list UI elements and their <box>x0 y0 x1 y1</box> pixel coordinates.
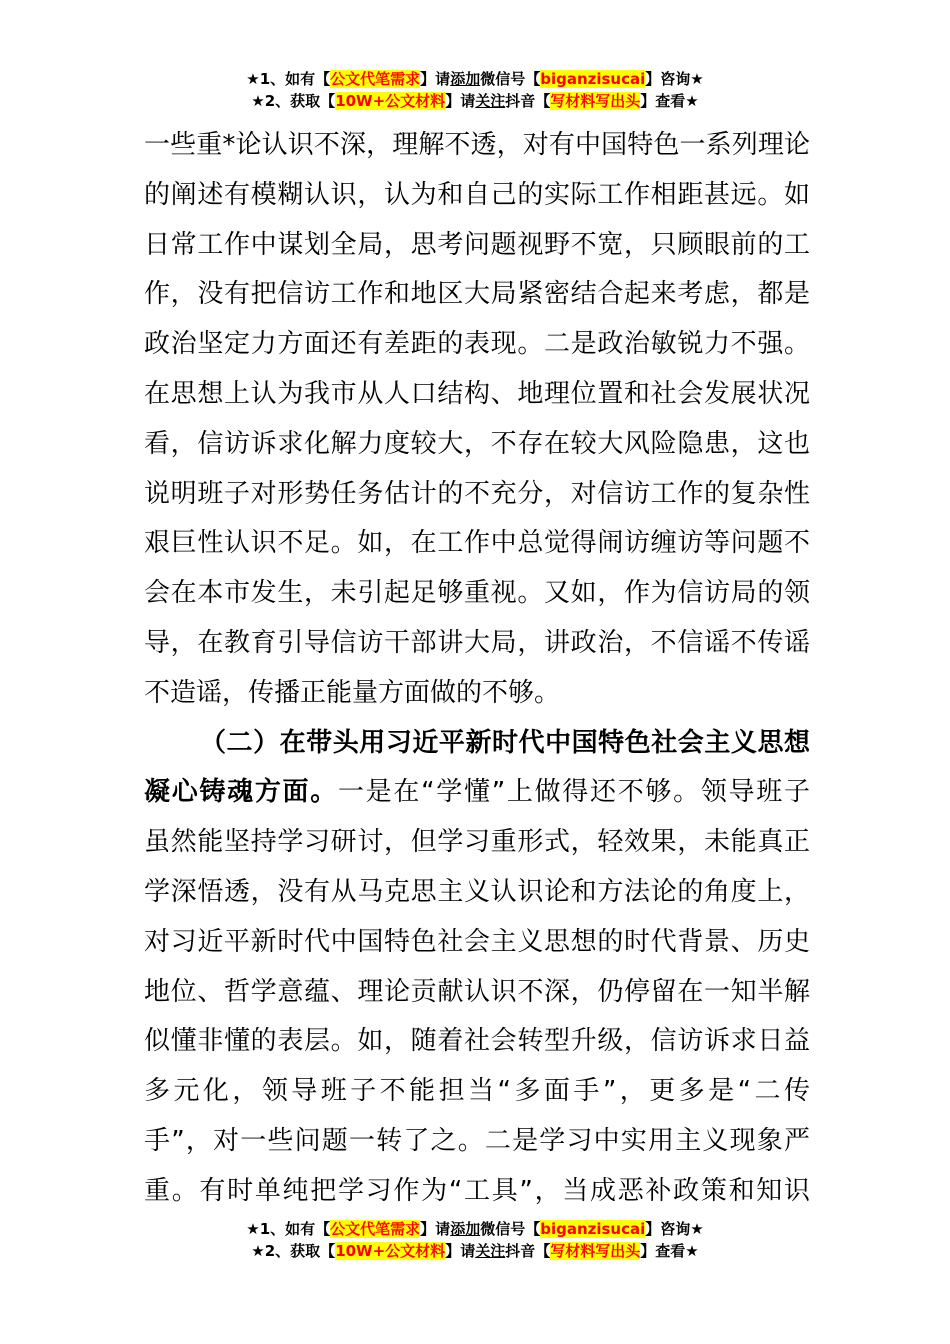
body-text <box>144 121 810 1217</box>
body-line: 在思想上认为我市从人口结构、地理位置和社会发展状况 <box>144 378 810 409</box>
section-heading-text: （二）在带头用习近平新时代中国特色社会主义思想 <box>200 727 810 758</box>
promo-highlight: biganzisucai <box>540 1220 646 1238</box>
promo-text: ★2、获取【 <box>251 1242 336 1260</box>
promo-highlight: biganzisucai <box>540 70 646 88</box>
body-line: 作，没有把信访工作和地区大局紧密结合起来考虑，都是 <box>144 279 810 310</box>
body-line: 重。有时单纯把学习作为“工具”，当成恶补政策和知识 <box>144 1175 810 1206</box>
body-line: 对习近平新时代中国特色社会主义思想的时代背景、历史 <box>144 926 810 957</box>
promo-text: 】请 <box>420 70 451 88</box>
promo-header <box>0 68 950 112</box>
promo-underline: 添加 <box>450 70 481 88</box>
body-line: 一些重*论认识不深，理解不透，对有中国特色一系列理论 <box>144 130 810 160</box>
body-line: 手”，对一些问题一转了之。二是学习中实用主义现象严 <box>144 1125 810 1156</box>
promo-highlight: 10W+公文材料 <box>335 92 446 110</box>
promo-highlight: 公文代笔需求 <box>330 1220 421 1238</box>
body-line: 似懂非懂的表层。如，随着社会转型升级，信访诉求日益 <box>144 1026 810 1057</box>
promo-line-1 <box>0 1218 950 1240</box>
promo-underline: 关注 <box>475 92 506 110</box>
section-heading-text: 凝心铸魂方面。 <box>144 777 338 808</box>
promo-highlight: 写材料写出头 <box>550 1242 641 1260</box>
promo-text: 】咨询★ <box>645 70 704 88</box>
body-line: 艰巨性认识不足。如，在工作中总觉得闹访缠访等问题不 <box>144 528 810 559</box>
body-line: 导，在教育引导信访干部讲大局，讲政治，不信谣不传谣 <box>144 627 810 658</box>
promo-highlight: 写材料写出头 <box>550 92 641 110</box>
section-heading-continued <box>144 768 810 818</box>
body-line: 学深悟透，没有从马克思主义认识论和方法论的角度上， <box>144 876 810 907</box>
body-line: 会在本市发生，未引起足够重视。又如，作为信访局的领 <box>144 578 810 609</box>
promo-line-2 <box>0 1240 950 1262</box>
promo-text: 抖音【 <box>505 92 551 110</box>
body-line: 不造谣，传播正能量方面做的不够。 <box>144 677 561 708</box>
body-line: 地位、哲学意蕴、理论贡献认识不深，仍停留在一知半解 <box>144 976 810 1007</box>
promo-text: 微信号【 <box>480 70 541 88</box>
promo-text: 】请 <box>445 1242 476 1260</box>
promo-underline: 添加 <box>450 1220 481 1238</box>
promo-text: 】查看★ <box>640 92 699 110</box>
section-heading <box>144 719 810 769</box>
promo-line-1 <box>0 68 950 90</box>
promo-text: ★1、如有【 <box>246 70 331 88</box>
promo-text: 抖音【 <box>505 1242 551 1260</box>
promo-underline: 关注 <box>475 1242 506 1260</box>
body-line: 说明班子对形势任务估计的不充分，对信访工作的复杂性 <box>144 478 810 509</box>
body-line: 政治坚定力方面还有差距的表现。二是政治敏锐力不强。 <box>144 329 810 360</box>
promo-highlight: 公文代笔需求 <box>330 70 421 88</box>
body-line: 多元化，领导班子不能担当“多面手”，更多是“二传 <box>144 1076 810 1107</box>
promo-highlight: 10W+公文材料 <box>335 1242 446 1260</box>
promo-footer <box>0 1218 950 1262</box>
promo-text: 微信号【 <box>480 1220 541 1238</box>
promo-text: 】咨询★ <box>645 1220 704 1238</box>
body-line: 看，信访诉求化解力度较大，不存在较大风险隐患，这也 <box>144 428 810 459</box>
promo-text: ★1、如有【 <box>246 1220 331 1238</box>
promo-text: 】请 <box>420 1220 451 1238</box>
body-text-span: 一是在“学懂”上做得还不够。领导班子 <box>337 777 810 808</box>
body-line: 日常工作中谋划全局，思考问题视野不宽，只顾眼前的工 <box>144 229 810 260</box>
promo-text: 】请 <box>445 92 476 110</box>
body-line: 的阐述有模糊认识，认为和自己的实际工作相距甚远。如 <box>144 179 810 210</box>
promo-text: 】查看★ <box>640 1242 699 1260</box>
promo-text: ★2、获取【 <box>251 92 336 110</box>
body-line: 虽然能坚持学习研讨，但学习重形式，轻效果，未能真正 <box>144 827 810 858</box>
promo-line-2 <box>0 90 950 112</box>
